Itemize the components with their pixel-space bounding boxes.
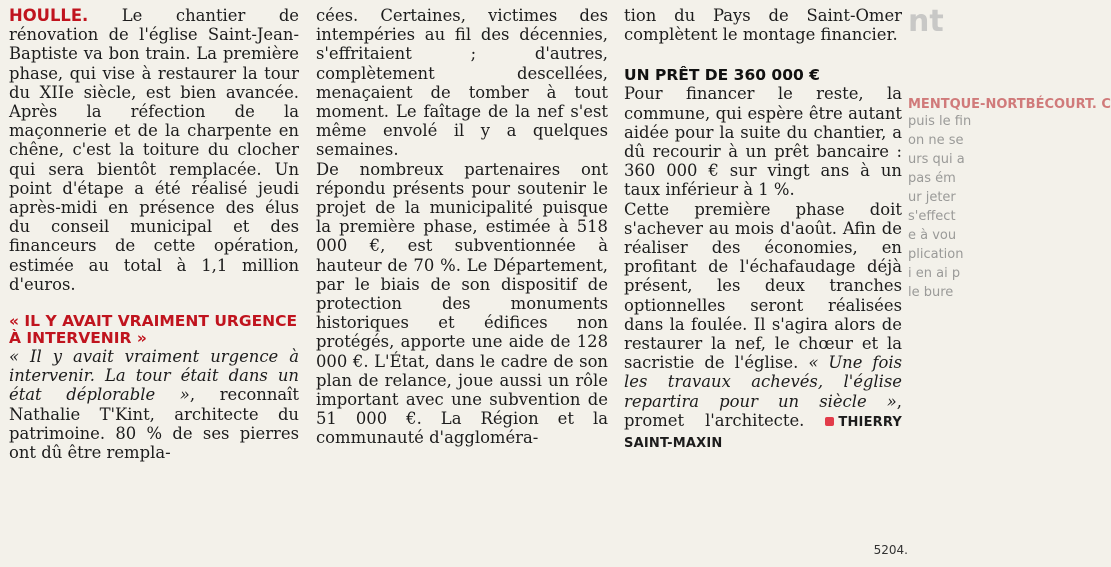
adjacent-line: s'effect: [908, 209, 956, 224]
adjacent-article-title: MENTQUE-NORTBÉCOURT. C: [908, 97, 1111, 112]
col3-paragraph-3: [624, 200, 902, 454]
architect-quote: « Une fois les travaux achevés, l'église repartira pour un siècle »: [624, 353, 902, 411]
spacer: [624, 44, 902, 67]
adjacent-line: puis le fin: [908, 114, 972, 129]
adjacent-line: plication: [908, 247, 964, 262]
adjacent-line: e à vou: [908, 228, 957, 243]
col3-paragraph-3-text: Cette première phase doit s'achever au mois d'août. Afin de réaliser des économies, en profitant de l'échafaudage déjà présent, les deux tranches optionnelles seront réalisées dans la foulée. Il s'agira alors de restaurer la nef, le chœur et la sacristie de l'église.: [624, 199, 902, 373]
col3-paragraph-2: Pour financer le reste, la commune, qui espère être autant aidée pour la suite du chantier, a dû recourir à un prêt bancaire : 360 000 € sur vingt ans à un taux inférieur à 1 %.: [624, 84, 902, 200]
column-3: [624, 6, 902, 453]
dateline: HOULLE.: [9, 6, 89, 25]
column-1: [9, 6, 299, 462]
col2-paragraph-1: cées. Certaines, victimes des intempéries au fil des décennies, s'effritaient ; d'autres, complètement descellées, menaçaient de tomber à tout moment. Le faîtage de la nef s'est même envolé il y a quelques semaines.: [316, 6, 608, 160]
col2-paragraph-2: De nombreux partenaires ont répondu présents pour soutenir le projet de la municipalité puisque la première phase, estimée à 518 000 €, est subventionnée à hauteur de 70 %. Le Département, par le biais de son dispositif de protection des monuments historiques et édifices non protégés, apporte une aide de 128 000 €. L'État, dans le cadre de son plan de relance, joue aussi un rôle important avec une subvention de 51 000 €. La Région et la communauté d'aggloméra-: [316, 159, 608, 448]
col3-paragraph-3-end: , promet l'architecte.: [624, 391, 902, 430]
intro-text: Le chantier de rénovation de l'église Saint-Jean-Baptiste va bon train. La première phase, qui vise à restaurer la tour du XIIe siècle, est bien avancée. Après la réfection de la maçonnerie et de la charpente en chêne, c'est la toiture du clocher qui sera bientôt remplacée. Un point d'étape a été réalisé jeudi après-midi en présence des élus du conseil municipal et des financeurs de cette opération, estimée au total à 1,1 million d'euros.: [9, 6, 300, 294]
subheading-urgence: « IL Y AVAIT VRAIMENT URGENCE À INTERVENIR »: [9, 312, 298, 348]
subheading-pret: UN PRÊT DE 360 000 €: [624, 66, 820, 85]
spacer: [9, 294, 299, 313]
adjacent-line: on ne se: [908, 133, 964, 148]
adjacent-line: urs qui a: [908, 152, 965, 167]
adjacent-headline: nt: [908, 4, 944, 39]
page-reference: 5204.: [873, 543, 908, 557]
adjacent-article-bleed: [908, 0, 1111, 480]
author-signature: THIERRY SAINT-MAXIN: [624, 414, 902, 452]
adjacent-line: le bure: [908, 285, 954, 300]
quote-attribution: , reconnaît Nathalie T'Kint, architecte du patrimoine. 80 % de ses pierres ont dû être rempla-: [9, 385, 299, 463]
adjacent-line: pas ém: [908, 171, 956, 186]
adjacent-line: ur jeter: [908, 190, 956, 205]
signature-square-icon: [825, 417, 834, 426]
intro-paragraph: [9, 6, 299, 294]
adjacent-line: i en ai p: [908, 266, 961, 281]
column-2: [316, 6, 608, 448]
quote-text: « Il y avait vraiment urgence à intervenir. La tour était dans un état déplorable »: [9, 347, 299, 405]
quote-paragraph: [9, 347, 299, 462]
col3-paragraph-1: tion du Pays de Saint-Omer complètent le montage financier.: [624, 6, 902, 45]
